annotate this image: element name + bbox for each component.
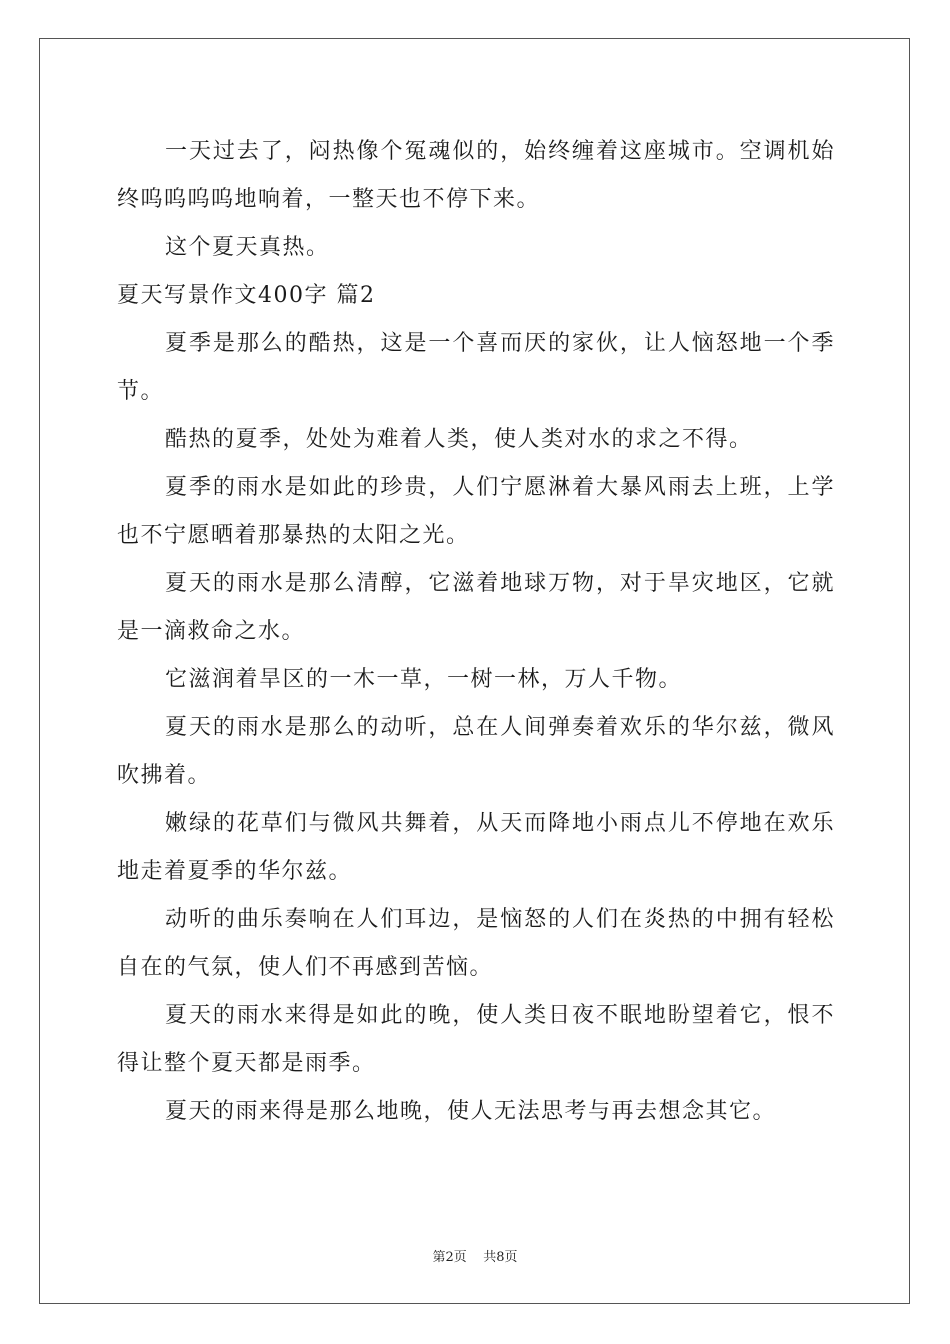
page-footer (0, 1246, 950, 1265)
paragraph: 一天过去了，闷热像个冤魂似的，始终缠着这座城市。空调机始终呜呜呜呜地响着，一整天也不停下来。 (117, 139, 835, 212)
paragraph: 夏天的雨水是那么的动听，总在人间弹奏着欢乐的华尔兹，微风吹拂着。 (117, 715, 835, 788)
paragraph: 动听的曲乐奏响在人们耳边，是恼怒的人们在炎热的中拥有轻松自在的气氛，使人们不再感到苦恼。 (117, 907, 835, 980)
page-number: 第2页 共8页 (432, 1250, 518, 1265)
paragraph: 酷热的夏季，处处为难着人类，使人类对水的求之不得。 (165, 427, 753, 452)
paragraph: 夏天的雨水来得是如此的晚，使人类日夜不眠地盼望着它，恨不得让整个夏天都是雨季。 (117, 1003, 835, 1076)
document-body (117, 128, 835, 1136)
paragraph: 它滋润着旱区的一木一草，一树一林，万人千物。 (165, 667, 683, 692)
paragraph: 夏季的雨水是如此的珍贵，人们宁愿淋着大暴风雨去上班，上学也不宁愿晒着那暴热的太阳之光。 (117, 475, 835, 548)
paragraph: 夏天的雨水是那么清醇，它滋着地球万物，对于旱灾地区，它就是一滴救命之水。 (117, 571, 835, 644)
paragraph: 嫩绿的花草们与微风共舞着，从天而降地小雨点儿不停地在欢乐地走着夏季的华尔兹。 (117, 811, 835, 884)
section-heading: 夏天写景作文400字 篇2 (117, 283, 376, 308)
paragraph: 这个夏天真热。 (165, 235, 330, 260)
paragraph: 夏季是那么的酷热，这是一个喜而厌的家伙，让人恼怒地一个季节。 (117, 331, 835, 404)
paragraph: 夏天的雨来得是那么地晚，使人无法思考与再去想念其它。 (165, 1099, 777, 1124)
